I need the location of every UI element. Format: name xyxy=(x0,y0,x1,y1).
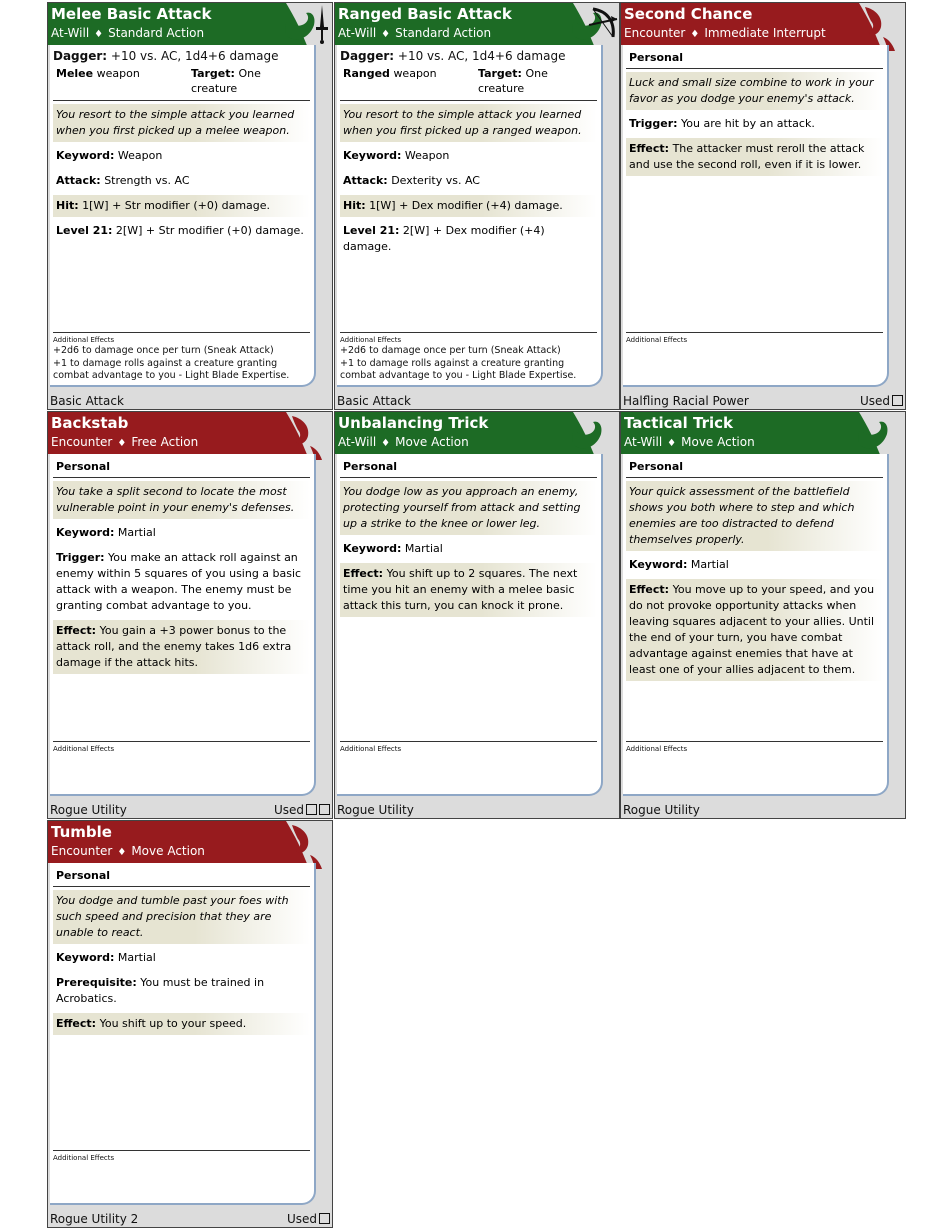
rule-label: Keyword: xyxy=(343,542,402,555)
card-usage xyxy=(338,26,491,40)
rule-text: Martial xyxy=(404,542,443,555)
power-source: Rogue Utility xyxy=(337,803,414,817)
flavor-text: You resort to the simple attack you learned when you first picked up a melee weapon. xyxy=(53,104,310,142)
flavor-text: You dodge low as you approach an enemy, protecting yourself from attack and setting up a strike to the knee or lower leg. xyxy=(340,481,597,535)
additional-effects xyxy=(340,332,597,382)
rule-label: Keyword: xyxy=(629,558,688,571)
power-rule-row xyxy=(53,195,310,217)
separator-diamond-icon: ♦ xyxy=(667,438,677,449)
rule-label: Level 21: xyxy=(343,224,400,237)
rule-label: Keyword: xyxy=(56,951,115,964)
power-card xyxy=(47,411,333,819)
power-source: Rogue Utility xyxy=(623,803,700,817)
used-label: Used xyxy=(273,803,304,817)
rule-label: Effect: xyxy=(56,1017,97,1030)
additional-effects-label: Additional Effects xyxy=(626,336,688,344)
usage-frequency: Encounter xyxy=(624,26,686,40)
range-personal: Personal xyxy=(53,863,310,887)
rule-label: Trigger: xyxy=(629,117,678,130)
power-rule-row xyxy=(340,170,597,192)
rule-text: You are hit by an attack. xyxy=(681,117,815,130)
rule-label: Hit: xyxy=(56,199,79,212)
additional-effect-line: +1 to damage rolls against a creature granting combat advantage to you - Light Blade Expertise. xyxy=(53,358,290,381)
card-body xyxy=(50,863,316,1205)
attack-value: +10 vs. AC, 1d4+6 damage xyxy=(110,49,279,63)
card-usage xyxy=(338,435,469,449)
rule-text: Strength vs. AC xyxy=(104,174,190,187)
power-rule-row xyxy=(340,220,597,258)
card-body xyxy=(337,45,603,387)
card-title: Unbalancing Trick xyxy=(338,414,489,432)
separator-diamond-icon: ♦ xyxy=(381,438,391,449)
additional-effects-label: Additional Effects xyxy=(53,745,115,753)
usage-frequency: At-Will xyxy=(338,435,377,449)
range-personal: Personal xyxy=(626,454,883,478)
separator-diamond-icon: ♦ xyxy=(381,29,391,40)
card-title: Ranged Basic Attack xyxy=(338,5,512,23)
power-rule-row xyxy=(626,138,883,176)
used-checkbox[interactable] xyxy=(892,395,903,406)
attack-line xyxy=(340,45,597,64)
additional-effects xyxy=(626,741,883,753)
rule-text: Martial xyxy=(117,526,156,539)
rule-label: Trigger: xyxy=(56,551,105,564)
rule-label: Attack: xyxy=(343,174,388,187)
card-footer xyxy=(337,801,617,817)
usage-frequency: At-Will xyxy=(624,435,663,449)
power-rule-row xyxy=(53,947,310,969)
power-source: Halfling Racial Power xyxy=(623,394,749,408)
card-header xyxy=(335,412,619,454)
rule-label: Keyword: xyxy=(56,149,115,162)
card-footer xyxy=(623,392,903,408)
power-rule-row xyxy=(53,547,310,617)
power-card xyxy=(334,2,620,410)
card-footer xyxy=(337,392,617,408)
power-rule-row xyxy=(53,522,310,544)
target-label: Target: xyxy=(478,67,522,80)
range-target xyxy=(53,64,310,101)
action-type: Move Action xyxy=(131,844,205,858)
card-title: Tumble xyxy=(51,823,112,841)
rule-label: Effect: xyxy=(629,583,670,596)
range-personal: Personal xyxy=(626,45,883,69)
card-title: Melee Basic Attack xyxy=(51,5,212,23)
used-checkbox[interactable] xyxy=(319,1213,330,1224)
additional-effects-label: Additional Effects xyxy=(340,336,402,344)
separator-diamond-icon: ♦ xyxy=(117,438,127,449)
rule-label: Effect: xyxy=(343,567,384,580)
card-body xyxy=(623,454,889,796)
power-source: Basic Attack xyxy=(337,394,411,408)
rule-text: You must be trained in Acrobatics. xyxy=(56,976,265,1005)
power-card xyxy=(620,2,906,410)
used-tracker xyxy=(287,1212,330,1226)
card-header xyxy=(48,412,332,454)
rule-text: Weapon xyxy=(117,149,163,162)
card-header xyxy=(621,3,905,45)
rule-text: You shift up to your speed. xyxy=(99,1017,247,1030)
power-rule-row xyxy=(340,145,597,167)
flavor-text: You take a split second to locate the most vulnerable point in your enemy's defenses. xyxy=(53,481,310,519)
rule-label: Keyword: xyxy=(343,149,402,162)
power-rule-row xyxy=(340,538,597,560)
separator-diamond-icon: ♦ xyxy=(117,847,127,858)
additional-effect-line: +2d6 to damage once per turn (Sneak Attack) xyxy=(340,345,561,356)
additional-effects xyxy=(53,741,310,753)
card-title: Second Chance xyxy=(624,5,753,23)
power-rule-row xyxy=(626,579,883,681)
target-value: One creature xyxy=(478,67,548,95)
used-tracker xyxy=(274,803,330,817)
rule-label: Effect: xyxy=(629,142,670,155)
card-body xyxy=(623,45,889,387)
range-personal: Personal xyxy=(340,454,597,478)
rule-text: Dexterity vs. AC xyxy=(391,174,480,187)
action-type: Move Action xyxy=(681,435,755,449)
rule-text: You make an attack roll against an enemy within 5 squares of you using a basic attack with a weapon. The enemy must be granting combat advantage to you. xyxy=(56,551,302,612)
card-header xyxy=(621,412,905,454)
flavor-text: Luck and small size combine to work in your favor as you dodge your enemy's attack. xyxy=(626,72,883,110)
target-value: One creature xyxy=(191,67,261,95)
rule-label: Hit: xyxy=(343,199,366,212)
target-label: Target: xyxy=(191,67,235,80)
card-header xyxy=(48,821,332,863)
card-body xyxy=(337,454,603,796)
range-label: Melee xyxy=(56,67,94,80)
card-header xyxy=(48,3,332,45)
rule-label: Effect: xyxy=(56,624,97,637)
card-footer xyxy=(50,392,330,408)
power-card xyxy=(620,411,906,819)
used-tracker xyxy=(860,394,903,408)
card-footer xyxy=(623,801,903,817)
power-rule-row xyxy=(53,220,310,242)
card-body xyxy=(50,45,316,387)
power-rule-row xyxy=(53,145,310,167)
power-rule-row xyxy=(340,195,597,217)
usage-frequency: Encounter xyxy=(51,844,113,858)
used-label: Used xyxy=(286,1212,317,1226)
usage-frequency: Encounter xyxy=(51,435,113,449)
used-checkbox[interactable] xyxy=(319,804,330,815)
card-usage xyxy=(624,435,755,449)
rule-label: Attack: xyxy=(56,174,101,187)
rule-text: 2[W] + Dex modifier (+4) damage. xyxy=(343,224,545,253)
card-header xyxy=(335,3,619,45)
separator-diamond-icon: ♦ xyxy=(690,29,700,40)
power-rule-row xyxy=(53,1013,310,1035)
power-rule-row xyxy=(626,113,883,135)
flavor-text: Your quick assessment of the battlefield shows you both where to step and which enemies are too distracted to defend themselves properly. xyxy=(626,481,883,551)
power-card xyxy=(47,2,333,410)
card-footer xyxy=(50,801,330,817)
additional-effect-line: +2d6 to damage once per turn (Sneak Attack) xyxy=(53,345,274,356)
used-checkbox[interactable] xyxy=(306,804,317,815)
used-label: Used xyxy=(859,394,890,408)
range-target xyxy=(340,64,597,101)
rule-label: Keyword: xyxy=(56,526,115,539)
additional-effects xyxy=(53,332,310,382)
additional-effects-label: Additional Effects xyxy=(340,745,402,753)
rule-text: 1[W] + Str modifier (+0) damage. xyxy=(82,199,271,212)
action-type: Immediate Interrupt xyxy=(704,26,826,40)
card-usage xyxy=(51,844,205,858)
power-rule-row xyxy=(53,620,310,674)
additional-effects-label: Additional Effects xyxy=(626,745,688,753)
additional-effects-label: Additional Effects xyxy=(53,1154,115,1162)
rule-text: 2[W] + Str modifier (+0) damage. xyxy=(115,224,304,237)
attack-value: +10 vs. AC, 1d4+6 damage xyxy=(397,49,566,63)
flavor-text: You resort to the simple attack you learned when you first picked up a ranged weapon. xyxy=(340,104,597,142)
action-type: Free Action xyxy=(131,435,199,449)
card-usage xyxy=(51,26,204,40)
usage-frequency: At-Will xyxy=(51,26,90,40)
card-usage xyxy=(51,435,198,449)
action-type: Move Action xyxy=(395,435,469,449)
card-title: Backstab xyxy=(51,414,129,432)
card-footer xyxy=(50,1210,330,1226)
additional-effects xyxy=(53,1150,310,1162)
rule-text: You move up to your speed, and you do not provoke opportunity attacks when leaving squares adjacent to your allies. Until the end of your turn, you have combat advantage against enemies that have at least one of your allies adjacent to them. xyxy=(629,583,875,676)
power-rule-row xyxy=(626,554,883,576)
power-rule-row xyxy=(53,170,310,192)
card-usage xyxy=(624,26,826,40)
action-type: Standard Action xyxy=(395,26,492,40)
rule-text: You gain a +3 power bonus to the attack roll, and the enemy takes 1d6 extra damage if the attack hits. xyxy=(56,624,292,669)
range-value: weapon xyxy=(96,67,140,80)
card-body xyxy=(50,454,316,796)
additional-effect-line: +1 to damage rolls against a creature granting combat advantage to you - Light Blade Expertise. xyxy=(340,358,577,381)
range-personal: Personal xyxy=(53,454,310,478)
power-source: Rogue Utility xyxy=(50,803,127,817)
additional-effects-label: Additional Effects xyxy=(53,336,115,344)
additional-effects xyxy=(340,741,597,753)
power-rule-row xyxy=(340,563,597,617)
range-value: weapon xyxy=(393,67,437,80)
range-label: Ranged xyxy=(343,67,390,80)
rule-label: Prerequisite: xyxy=(56,976,137,989)
power-source: Basic Attack xyxy=(50,394,124,408)
rule-text: Martial xyxy=(690,558,729,571)
flavor-text: You dodge and tumble past your foes with such speed and precision that they are unable to react. xyxy=(53,890,310,944)
power-source: Rogue Utility 2 xyxy=(50,1212,139,1226)
power-card xyxy=(47,820,333,1228)
separator-diamond-icon: ♦ xyxy=(94,29,104,40)
attack-label: Dagger: xyxy=(340,49,395,63)
rule-text: The attacker must reroll the attack and use the second roll, even if it is lower. xyxy=(629,142,865,171)
rule-text: Martial xyxy=(117,951,156,964)
rule-label: Level 21: xyxy=(56,224,113,237)
rule-text: Weapon xyxy=(404,149,450,162)
power-rule-row xyxy=(53,972,310,1010)
additional-effects xyxy=(626,332,883,344)
rule-text: 1[W] + Dex modifier (+4) damage. xyxy=(369,199,563,212)
attack-label: Dagger: xyxy=(53,49,108,63)
rule-text: You shift up to 2 squares. The next time you hit an enemy with a melee basic attack this turn, you can knock it prone. xyxy=(343,567,578,612)
attack-line xyxy=(53,45,310,64)
usage-frequency: At-Will xyxy=(338,26,377,40)
power-card xyxy=(334,411,620,819)
card-title: Tactical Trick xyxy=(624,414,733,432)
action-type: Standard Action xyxy=(108,26,205,40)
